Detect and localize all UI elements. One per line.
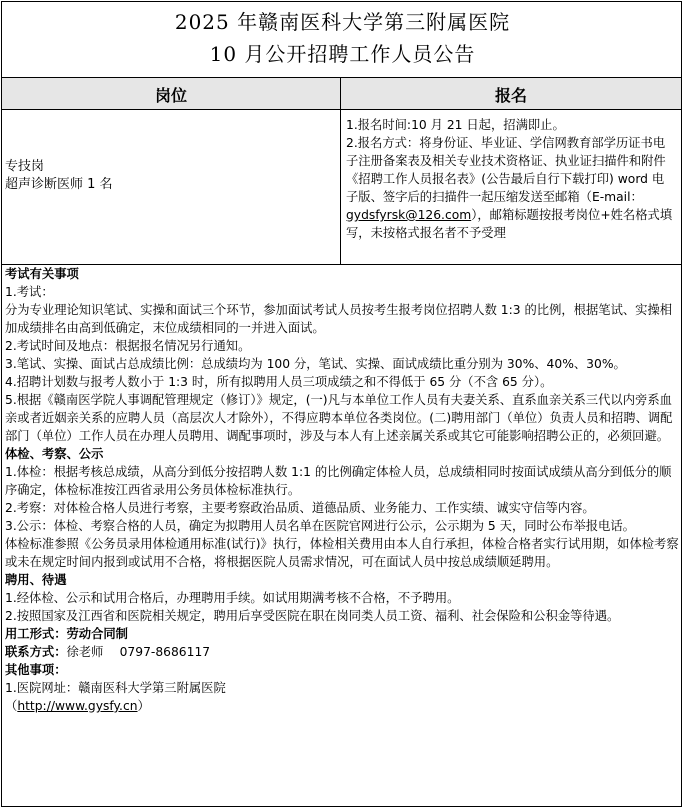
register-time: 1.报名时间:10 月 21 日起，招满即止。 [346,118,565,132]
register-method: 2.报名方式：将身份证、毕业证、学信网教育部学历证书电子注册备案表及相关专业技术资格证、执业证扫描件和附件《招聘工作人员报名表》(公告最后自行下载打印) word 电子版、签字后的扫描件一起压缩发送至邮箱（E-mail：gydsfyrsk@126.com），邮箱标题按报考岗位+姓名格式填写，未按格式报名者不予受理 [346,136,673,240]
column-header-register: 报名 [494,85,527,105]
divider [1,109,682,110]
check-note: 体检标准参照《公务员录用体检通用标准(试行)》执行，体检相关费用由本人自行承担，体检合格者实行试用期，如体检考察或未在规定时间内报到或试用不合格，将根据医院人员需求情况，可在面试人员中按总成绩顺延聘用。 [5,537,679,569]
contact-info: 联系方式：徐老师 0797-8686117 [5,645,211,659]
email-link[interactable]: gydsfyrsk@126.com [346,208,472,222]
website-line: （http://www.gysfy.cn） [5,699,150,713]
section-heading-hire: 聘用、待遇 [5,573,67,587]
hire-item-2: 2.按照国家及江西省和医院相关规定，聘用后享受医院在职在岗同类人员工资、福利、社会保险和公积金等待遇。 [5,609,620,623]
employment-type: 用工形式：劳动合同制 [5,627,128,641]
check-item-2: 2.考察：对体检合格人员进行考察，主要考察政治品质、道德品质、业务能力、工作实绩、诚实守信等内容。 [5,501,595,515]
section-heading-other: 其他事项： [5,663,67,677]
register-cell [346,116,676,242]
website-link[interactable]: http://www.gysfy.cn [17,699,138,713]
other-item-1: 1.医院网址：赣南医科大学第三附属医院 [5,681,226,695]
check-item-3: 3.公示：体检、考察合格的人员，确定为拟聘用人员名单在医院官网进行公示，公示期为 5 天，同时公布举报电话。 [5,519,635,533]
exam-item-1-title: 1.考试： [5,285,54,299]
exam-item-4: 4.招聘计划数与报考人数小于 1:3 时，所有拟聘用人员三项成绩之和不得低于 65 分（不含 65 分）。 [5,375,553,389]
exam-item-5: 5.根据《赣南医学院人事调配管理规定（修订）》规定，(一)凡与本单位工作人员有夫妻关系、直系血亲关系三代以内旁系血亲或者近姻亲关系的应聘人员（高层次人才除外），不得应聘本单位各类岗位。(二)聘用部门（单位）负责人员和招聘、调配部门（单位）工作人员在办理人员聘用、调配事项时，涉及与本人有上述亲属关系或其它可能影响招聘公正的，必须回避。 [5,393,673,443]
notice-body [5,265,679,715]
position-title: 超声诊断医师 1 名 [5,177,113,192]
column-header-position: 岗位 [154,85,187,105]
exam-item-2: 2.考试时间及地点：根据报名情况另行通知。 [5,339,251,353]
notice-title-line1: 2025 年赣南医科大学第三附属医院 [174,10,511,34]
position-cell [5,158,113,194]
check-item-1: 1.体检：根据考核总成绩，从高分到低分按招聘人数 1:1 的比例确定体检人员，总成绩相同时按面试成绩从高分到低分的顺序确定，体检标准按江西省录用公务员体检标准执行。 [5,465,672,497]
position-type: 专技岗 [5,159,45,174]
section-heading-exam: 考试有关事项 [5,267,79,281]
notice-title-line2: 10 月公开招聘工作人员公告 [209,42,476,66]
hire-item-1: 1.经体检、公示和试用合格后，办理聘用手续。如试用期满考核不合格，不予聘用。 [5,591,460,605]
section-heading-check: 体检、考察、公示 [5,447,104,461]
column-divider [340,77,341,264]
exam-item-3: 3.笔试、实操、面试占总成绩比例：总成绩均为 100 分，笔试、实操、面试成绩比重分别为 30%、40%、30%。 [5,357,626,371]
exam-item-1-text: 分为专业理论知识笔试、实操和面试三个环节，参加面试考试人员按考生报考岗位招聘人数 1:3 的比例，根据笔试、实操相加成绩排名由高到低确定，末位成绩相同的一并进入面试。 [5,303,673,335]
